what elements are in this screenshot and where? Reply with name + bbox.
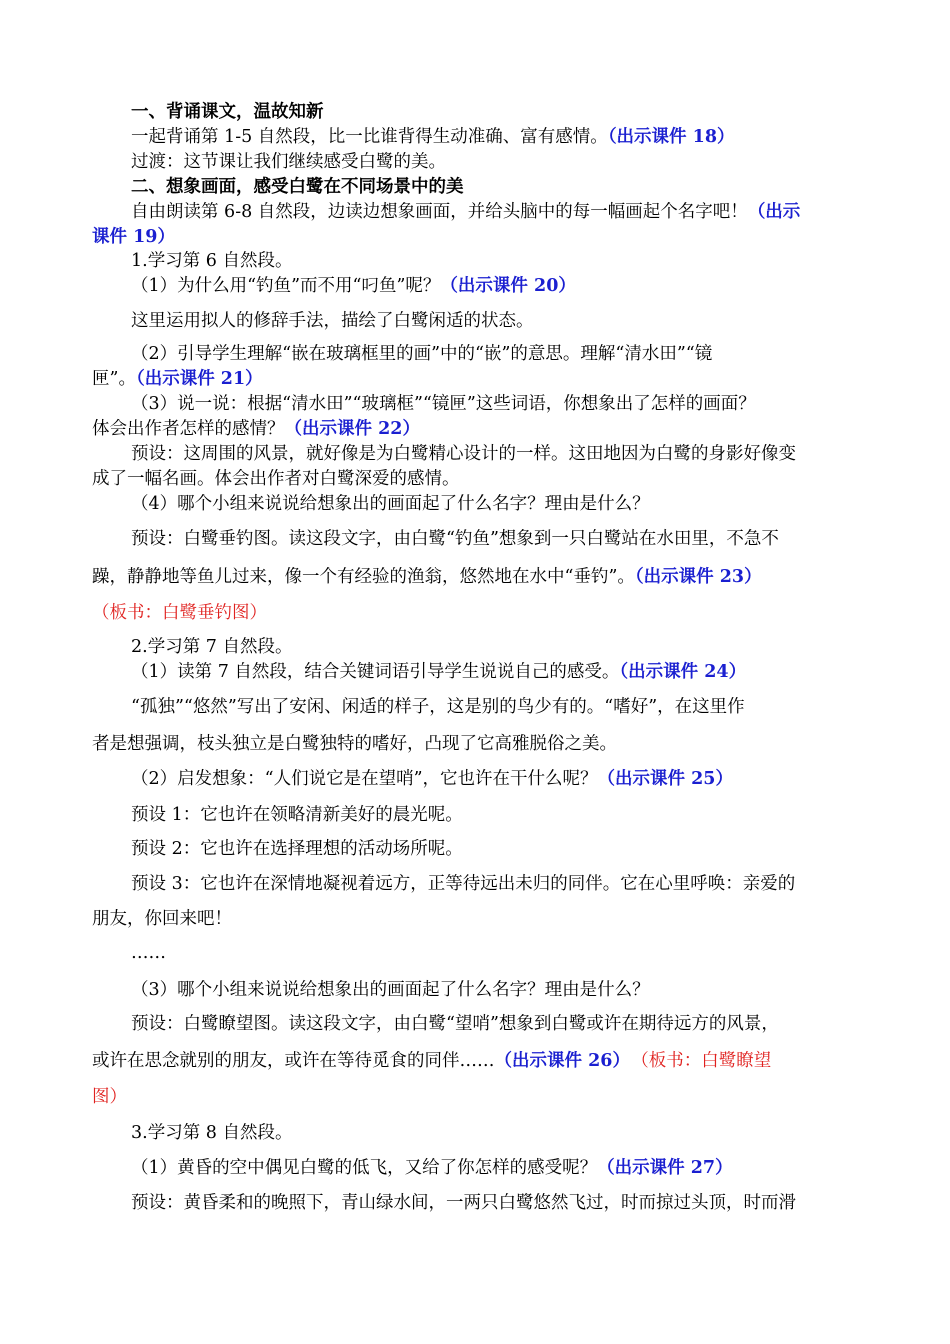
- part1-preset-2-line1: 预设：白鹭垂钓图。读这段文字，由白鹭“钓鱼”想象到一只白鹭站在水田里，不急不: [131, 529, 779, 549]
- courseware-ref-24: （出示课件 24）: [619, 662, 747, 682]
- courseware-ref-27: （出示课件 27）: [597, 1158, 733, 1178]
- part1-question-3-line1: （3）说一说：根据“清水田”“玻璃框”“镜匣”这些词语，你想象出了怎样的画面？: [131, 394, 756, 414]
- part1-preset-1-line1: 预设：这周围的风景，就好像是为白鹭精心设计的一样。这田地因为白鹭的身影好像变: [131, 444, 796, 464]
- courseware-ref-22: （出示课件 22）: [284, 419, 420, 439]
- part1-question-4: （4）哪个小组来说说给想象出的画面起了什么名字？理由是什么？: [131, 494, 650, 514]
- part2-question-1: （1）读第 7 自然段，结合关键词语引导学生说说自己的感受。（出示课件 24）: [131, 662, 747, 682]
- ellipsis: ……: [131, 943, 166, 963]
- part3-question-1: （1）黄昏的空中偶见白鹭的低飞，又给了你怎样的感受呢？（出示课件 27）: [131, 1158, 733, 1178]
- part3-preset-1: 预设：黄昏柔和的晚照下，青山绿水间，一两只白鹭悠然飞过，时而掠过头顶，时而滑: [131, 1193, 796, 1213]
- section1-heading: 一、背诵课文，温故知新: [131, 102, 324, 122]
- part2-question-2: （2）启发想象：“人们说它是在望哨”，它也许在干什么呢？（出示课件 25）: [131, 769, 733, 789]
- part2-preset-4-line1: 预设：白鹭瞭望图。读这段文字，由白鹭“望哨”想象到白鹭或许在期待远方的风景，: [131, 1014, 779, 1034]
- courseware-ref-20: （出示课件 20）: [440, 276, 576, 296]
- board-note-fishing: （板书：白鹭垂钓图）: [92, 603, 267, 623]
- part2-answer-1-line2: 者是想强调，枝头独立是白鹭独特的嗜好，凸现了它高雅脱俗之美。: [92, 734, 617, 754]
- section2-heading: 二、想象画面，感受白鹭在不同场景中的美: [131, 177, 464, 197]
- part1-question-1: （1）为什么用“钓鱼”而不用“叼鱼”呢？（出示课件 20）: [131, 276, 576, 296]
- part1-question-2-line2: 匣”。（出示课件 21）: [92, 369, 263, 389]
- courseware-ref-26: （出示课件 26）: [494, 1051, 630, 1071]
- part1-question-2-line1: （2）引导学生理解“嵌在玻璃框里的画”中的“嵌”的意思。理解“清水田”“镜: [131, 344, 713, 364]
- courseware-ref-19a: （出示: [747, 202, 801, 222]
- part2-question-3: （3）哪个小组来说说给想象出的画面起了什么名字？理由是什么？: [131, 980, 650, 1000]
- part1-question-3-line2: 体会出作者怎样的感情？（出示课件 22）: [92, 419, 420, 439]
- courseware-ref-25: （出示课件 25）: [597, 769, 733, 789]
- part2-preset-3-line1: 预设 3：它也许在深情地凝视着远方，正等待远出未归的同伴。它在心里呼唤：亲爱的: [131, 874, 796, 894]
- part3-title: 3.学习第 8 自然段。: [131, 1123, 293, 1143]
- board-note-lookout-a: （板书：白鹭瞭望: [639, 1051, 772, 1071]
- board-note-lookout-b: 图）: [92, 1087, 127, 1107]
- courseware-ref-19b: 课件 19）: [92, 227, 175, 247]
- part2-preset-3-line2: 朋友，你回来吧！: [92, 909, 232, 929]
- courseware-ref-23: （出示课件 23）: [634, 567, 762, 587]
- part2-preset-2: 预设 2：它也许在选择理想的活动场所呢。: [131, 839, 463, 859]
- part1-preset-1-line2: 成了一幅名画。体会出作者对白鹭深爱的感情。: [92, 469, 460, 489]
- courseware-ref-21: （出示课件 21）: [135, 369, 263, 389]
- part1-answer-1: 这里运用拟人的修辞手法，描绘了白鹭闲适的状态。: [131, 311, 534, 331]
- part2-title: 2.学习第 7 自然段。: [131, 637, 293, 657]
- part2-preset-4-line2: 或许在思念就别的朋友，或许在等待觅食的同伴……（出示课件 26） （板书：白鹭瞭望: [92, 1051, 772, 1071]
- section2-intro: 自由朗读第 6-8 自然段，边读边想象画面，并给头脑中的每一幅画起个名字吧！（出示: [131, 202, 801, 222]
- part1-preset-2-line2: 躁，静静地等鱼儿过来，像一个有经验的渔翁，悠然地在水中“垂钓”。（出示课件 23）: [92, 567, 762, 587]
- section1-paragraph: 一起背诵第 1-5 自然段，比一比谁背得生动准确、富有感情。（出示课件 18）: [131, 127, 735, 147]
- part2-preset-1: 预设 1：它也许在领略清新美好的晨光呢。: [131, 805, 463, 825]
- part1-title: 1.学习第 6 自然段。: [131, 251, 293, 271]
- transition-text: 过渡：这节课让我们继续感受白鹭的美。: [131, 152, 446, 172]
- courseware-ref-18: （出示课件 18）: [607, 127, 735, 147]
- part2-answer-1-line1: “孤独”“悠然”写出了安闲、闲适的样子，这是别的鸟少有的。“嗜好”，在这里作: [131, 697, 745, 717]
